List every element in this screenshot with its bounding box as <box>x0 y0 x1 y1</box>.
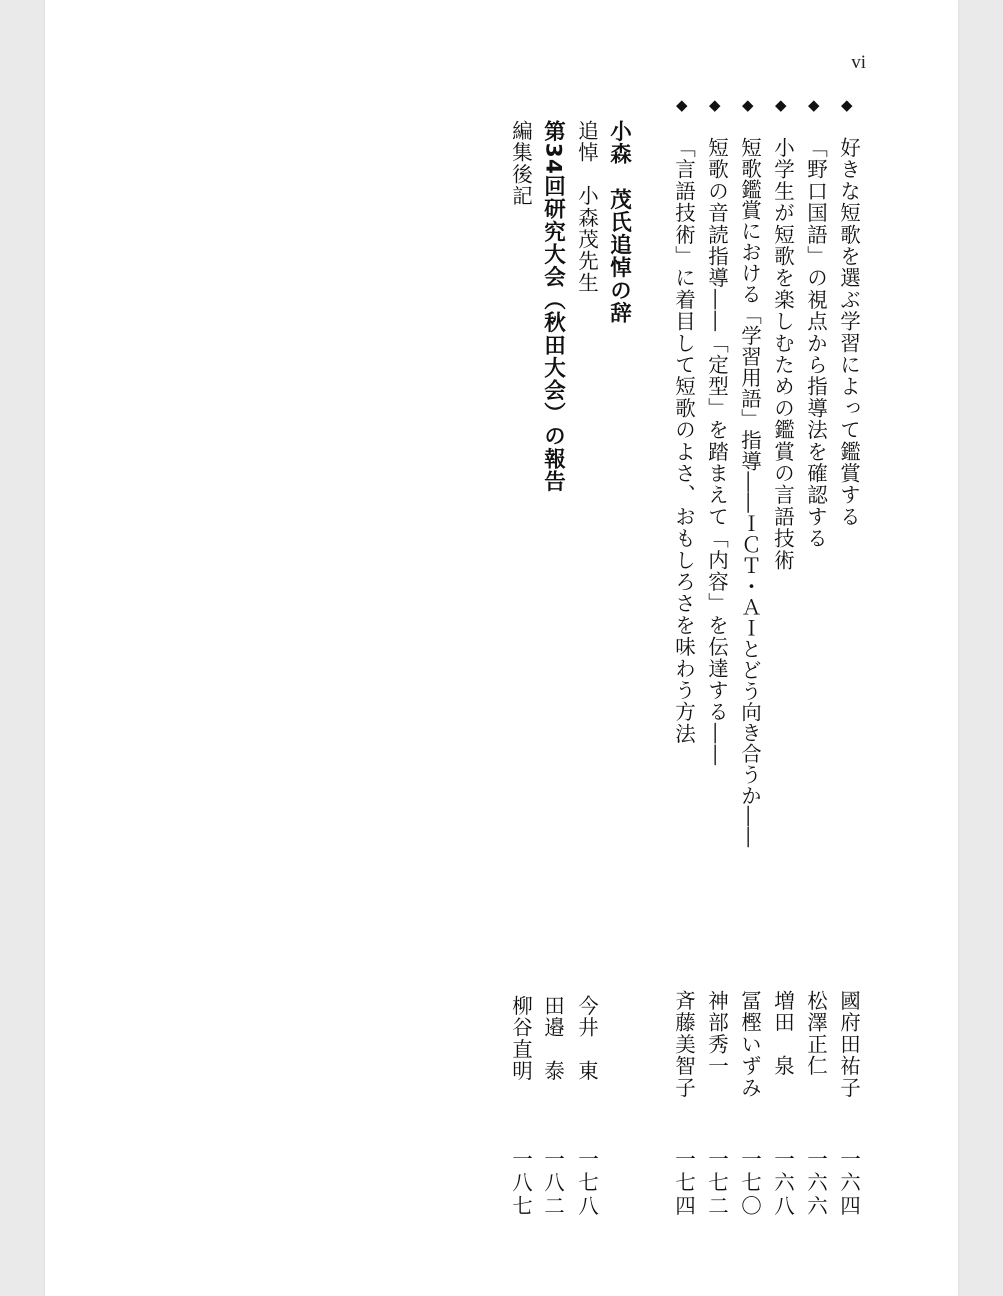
toc-entry-page: 一六四 <box>836 1148 861 1219</box>
toc-entry-title: 好きな短歌を選ぶ学習によって鑑賞する <box>836 137 861 528</box>
toc-entry-page: 一七八 <box>574 1148 599 1219</box>
bullet-icon: ◆ <box>775 96 787 114</box>
toc-entry-author: 増田 泉 <box>770 990 795 1077</box>
toc-entry-author: 柳谷直明 <box>508 995 533 1082</box>
toc-entry-page: 一七四 <box>671 1148 696 1219</box>
bullet-icon: ◆ <box>676 96 688 114</box>
toc-entry-author: 斉藤美智子 <box>671 990 696 1099</box>
toc-entry-page: 一六八 <box>770 1148 795 1219</box>
section-heading: 小森 茂氏追悼の辞 <box>606 120 632 325</box>
bullet-icon: ◆ <box>709 96 721 114</box>
toc-entry-title: 短歌鑑賞における「学習用語」指導――ＩＣＴ・ＡＩとどう向き合うか―― <box>737 137 762 848</box>
toc-entry-author: 神部秀一 <box>704 990 729 1077</box>
toc-entry-author: 田邉 泰 <box>540 995 565 1082</box>
toc-entry-author: 今井 東 <box>574 995 599 1082</box>
toc-entry-title: 「野口国語」の視点から指導法を確認する <box>803 137 828 550</box>
toc-entry-title: 小学生が短歌を楽しむための鑑賞の言語技術 <box>770 137 795 571</box>
toc-entry-page: 一七二 <box>704 1148 729 1219</box>
toc-entry-title: 「言語技術」に着目して短歌のよさ、おもしろさを味わう方法 <box>671 137 696 745</box>
toc-entry-title: 追悼 小森茂先生 <box>574 120 599 294</box>
bullet-icon: ◆ <box>742 96 754 114</box>
toc-entry-title: 編集後記 <box>508 120 533 207</box>
bullet-icon: ◆ <box>841 96 853 114</box>
toc-entry-title: 第34回研究大会（秋田大会）の報告 <box>540 120 566 493</box>
bullet-icon: ◆ <box>808 96 820 114</box>
toc-entry-page: 一六六 <box>803 1148 828 1219</box>
toc-entry-author: 冨樫いずみ <box>737 990 762 1099</box>
document-page <box>45 0 958 1296</box>
toc-entry-page: 一八二 <box>540 1148 565 1219</box>
page-number: vi <box>851 52 866 73</box>
toc-entry-title: 短歌の音読指導――「定型」を踏まえて「内容」を伝達する―― <box>704 137 729 767</box>
toc-entry-author: 松澤正仁 <box>803 990 828 1077</box>
toc-entry-author: 國府田祐子 <box>836 990 861 1099</box>
toc-entry-page: 一七〇 <box>737 1148 762 1219</box>
toc-entry-page: 一八七 <box>508 1148 533 1219</box>
